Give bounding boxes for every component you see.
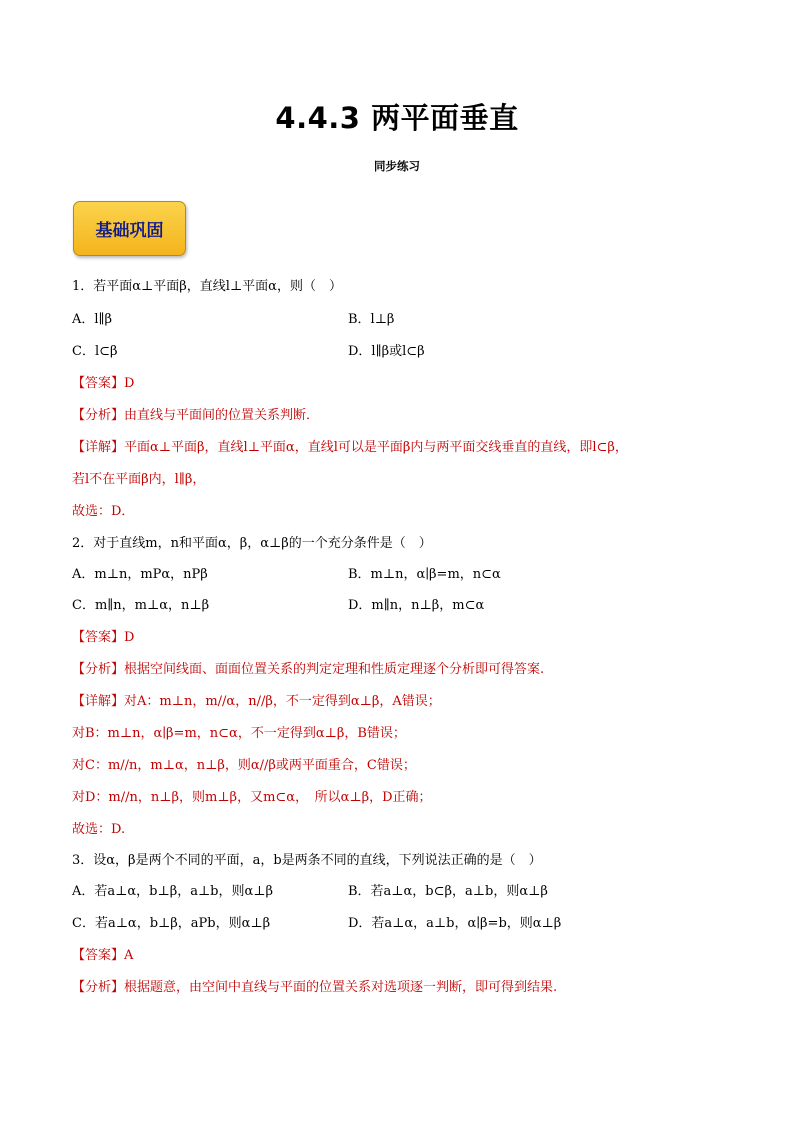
q2-conclusion: 故选：D.: [72, 822, 126, 837]
q1-stem: 1．若平面α⊥平面β，直线l⊥平面α，则（ ）: [72, 279, 342, 294]
q1-analysis-text: 由直线与平面间的位置关系判断．: [124, 408, 320, 423]
q2-option-d: D．m∥n，n⊥β，m⊂α: [348, 598, 485, 613]
analysis-tag: 【分析】: [72, 662, 125, 677]
q3-stem: 3．设α，β是两个不同的平面，a，b是两条不同的直线，下列说法正确的是（ ）: [72, 853, 542, 868]
q2-answer: [72, 628, 134, 648]
q1-detail-continued: 若l不在平面β内，l∥β，: [72, 472, 206, 487]
detail-tag: 【详解】: [72, 440, 125, 455]
q2-option-a: A．m⊥n，mPα，nPβ: [72, 567, 208, 582]
q2-analysis-text: 根据空间线面、面面位置关系的判定定理和性质定理逐个分析即可得答案.: [124, 662, 545, 677]
answer-tag: 【答案】: [72, 630, 125, 645]
q3-analysis-text: 根据题意，由空间中直线与平面的位置关系对选项逐一判断，即可得到结果.: [124, 980, 558, 995]
q1-answer: [72, 374, 134, 394]
q1-option-d: D．l∥β或l⊂β: [348, 344, 425, 359]
q1-analysis: [72, 406, 319, 426]
q1-answer-value: D: [124, 376, 135, 391]
answer-tag: 【答案】: [72, 948, 125, 963]
q3-option-b: B．若a⊥α，b⊂β，a⊥b，则α⊥β: [348, 884, 548, 899]
q3-answer-value: A: [124, 948, 134, 963]
q1-option-c: C．l⊂β: [72, 344, 118, 359]
q1-option-b: B．l⊥β: [348, 312, 395, 327]
q3-answer: [72, 946, 133, 966]
q2-detail-c: 对C：m//n，m⊥α，n⊥β，则α//β或两平面重合，C错误；: [72, 758, 416, 773]
q2-detail-d: 对D：m//n，n⊥β，则m⊥β，又m⊂α， 所以α⊥β，D正确；: [72, 790, 432, 805]
q2-option-c: C．m∥n，m⊥α，n⊥β: [72, 598, 210, 613]
q2-detail-b: 对B：m⊥n，α∣β=m，n⊂α，不一定得到α⊥β，B错误；: [72, 726, 406, 741]
analysis-tag: 【分析】: [72, 980, 125, 995]
q1-conclusion: 故选：D．: [72, 504, 135, 519]
q3-option-d: D．若a⊥α，a⊥b，α∣β=b，则α⊥β: [348, 916, 562, 931]
q2-detail-a: [72, 692, 441, 712]
q2-answer-value: D: [124, 630, 135, 645]
q1-option-a: A．l∥β: [72, 312, 113, 327]
q3-analysis: [72, 978, 557, 998]
q1-detail: [72, 438, 628, 458]
q2-option-b: B．m⊥n，α∣β=m，n⊂α: [348, 567, 501, 582]
q2-analysis: [72, 660, 544, 680]
q3-option-c: C．若a⊥α，b⊥β，aPb，则α⊥β: [72, 916, 271, 931]
answer-tag: 【答案】: [72, 376, 125, 391]
analysis-tag: 【分析】: [72, 408, 125, 423]
section-badge: 基础巩固: [73, 201, 186, 256]
detail-tag: 【详解】: [72, 694, 125, 709]
q3-option-a: A．若a⊥α，b⊥β，a⊥b，则α⊥β: [72, 884, 274, 899]
q1-detail-text: 平面α⊥平面β，直线l⊥平面α，直线l可以是平面β内与两平面交线垂直的直线，即l⊂β，: [124, 440, 628, 455]
page-title: 4.4.3 两平面垂直: [275, 101, 519, 135]
q2-detail-a-text: 对A：m⊥n，m//α，n//β，不一定得到α⊥β，A错误；: [124, 694, 441, 709]
page-subtitle: 同步练习: [374, 159, 420, 173]
q2-stem: 2．对于直线m，n和平面α，β，α⊥β的一个充分条件是（ ）: [72, 536, 432, 551]
